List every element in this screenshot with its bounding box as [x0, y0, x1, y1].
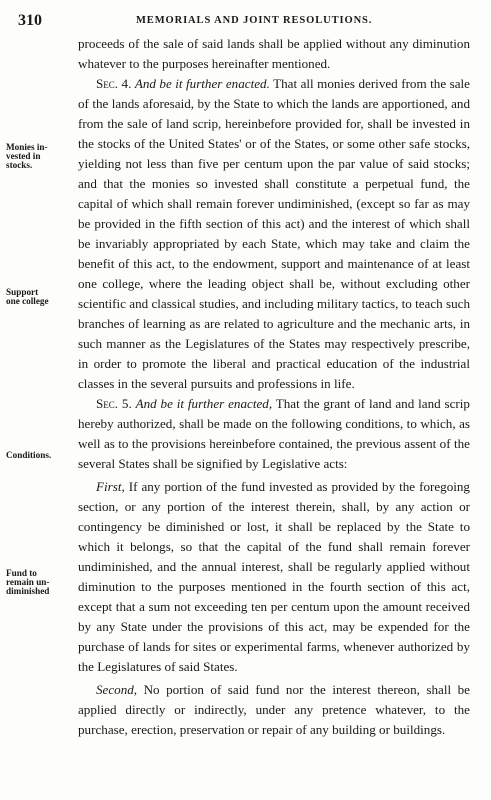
body-text	[78, 34, 470, 740]
margin-notes	[0, 0, 78, 800]
paragraph-text: That all monies derived from the sale of the lands aforesaid, by the State to which the lands are apportioned, and from the sale of land scrip, hereinbefore provided for, shall be invested in the stocks of the United States' or of the States, or some other safe stocks, yielding not less than five per centum upon the par value of said stocks; and that the monies so invested shall constitute a perpetual fund, the capital of which shall remain forever undiminished, (except so far as may be provided in the fifth section of this act) and the interest of which shall be invariably appropriated by each State, which may take and claim the benefit of this act, to the endowment, support and maintenance of at least one college, where the leading object shall be, without excluding other scientific and classical studies, and including military tactics, to teach such branches of learning as are related to agriculture and the mechanic arts, in such manner as the Legislatures of the States may respectively prescribe, in order to promote the liberal and practical education of the industrial classes in the several pursuits and professions in life.	[78, 76, 470, 391]
section-number: Sec. 4.	[96, 76, 132, 91]
margin-note-conditions: Conditions.	[6, 450, 52, 460]
section-number: Sec. 5.	[96, 396, 132, 411]
running-title: MEMORIALS AND JOINT RESOLUTIONS.	[136, 15, 373, 26]
paragraph-text: proceeds of the sale of said lands shall be applied without any diminution whatever to the purposes hereinafter mentioned.	[78, 36, 470, 71]
page-number: 310	[18, 12, 42, 29]
condition-lead: Second,	[96, 682, 138, 697]
margin-note-monies-invested: Monies in- vested in stocks.	[6, 142, 48, 170]
paragraph-section-5	[78, 394, 470, 474]
paragraph-continuation	[78, 34, 470, 74]
paragraph-section-4	[78, 74, 470, 394]
enacting-clause: And be it further enacted,	[135, 396, 273, 411]
margin-note-support-college: Support one college	[6, 287, 49, 306]
paragraph-text: That the grant of land and land scrip hereby authorized, shall be made on the following conditions, to which, as well as to the provisions hereinbefore contained, the previous assent of the several States shall be signified by Legislative acts:	[78, 396, 470, 471]
enacting-clause: And be it further enacted.	[134, 76, 270, 91]
paragraph-text: If any portion of the fund invested as provided by the foregoing section, or any portion of the interest therein, shall, by any action or contingency be diminished or lost, it shall be replaced by the State to which it belongs, so that the capital of the fund shall remain forever undiminished, and the annual interest, shall be regularly applied without diminution to the purposes mentioned in the fourth section of this act, except that a sum not exceeding ten per centum upon the amount received by any State under the provisions of this act, may be expended for the purchase of lands for sites or experimental farms, whenever authorized by the Legislatures of said States.	[78, 479, 470, 674]
paragraph-text: No portion of said fund nor the interest thereon, shall be applied directly or indirectly, under any pretence whatever, to the purchase, erection, preservation or repair of any building or buildings.	[78, 682, 470, 737]
condition-lead: First,	[96, 479, 125, 494]
page-header	[18, 12, 477, 30]
paragraph-first-condition	[78, 477, 470, 677]
margin-note-fund-undiminished: Fund to remain un- diminished	[6, 568, 50, 596]
paragraph-second-condition	[78, 680, 470, 740]
